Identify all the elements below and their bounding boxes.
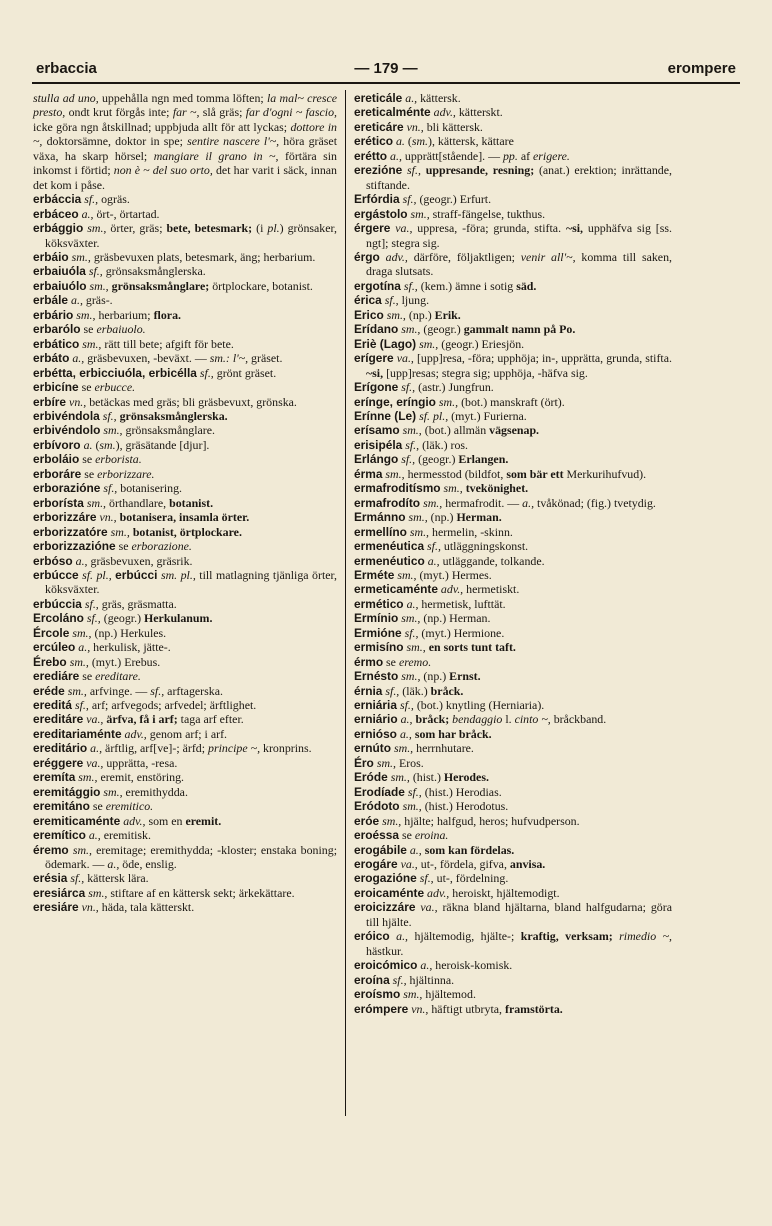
dictionary-entry: ergotína sf., (kem.) ämne i sotig säd. bbox=[354, 278, 537, 293]
dictionary-entry: Erico sm., (np.) Erik. bbox=[354, 307, 461, 322]
dictionary-entry: ermafroditísmo sm., tvekönighet. bbox=[354, 481, 529, 496]
dictionary-entry: Ércole sm., (np.) Herkules. bbox=[33, 625, 167, 640]
dictionary-entry: erbicíne se erbucce. bbox=[33, 380, 136, 395]
dictionary-entry: erbúccia sf., gräs, gräsmatta. bbox=[33, 596, 177, 611]
dictionary-entry: ereticále a., kättersk. bbox=[354, 91, 461, 105]
dictionary-entry: érica sf., ljung. bbox=[354, 293, 430, 308]
dictionary-entry: ercúleo a., herkulisk, jätte-. bbox=[33, 640, 171, 655]
dictionary-entry: erborizzazióne se erborazione. bbox=[33, 539, 192, 554]
dictionary-entry: ereditariaménte adv., genom arf; i arf. bbox=[33, 726, 228, 741]
dictionary-entry: eréggere va., upprätta, -resa. bbox=[33, 755, 178, 770]
dictionary-entry: Ermínio sm., (np.) Herman. bbox=[354, 611, 491, 626]
dictionary-entry: Erméte sm., (myt.) Hermes. bbox=[354, 567, 492, 582]
dictionary-entry: eresiáre vn., häda, tala kätterskt. bbox=[33, 900, 195, 915]
dictionary-entry: erbóso a., gräsbevuxen, gräsrik. bbox=[33, 553, 193, 568]
dictionary-entry: Erodíade sf., (hist.) Herodias. bbox=[354, 784, 502, 799]
dictionary-entry: eréde sm., arfvinge. — sf., arftagerska. bbox=[33, 683, 223, 698]
dictionary-entry: erésia sf., kättersk lära. bbox=[33, 871, 149, 886]
dictionary-entry: erígere va., [upp]resa, -föra; upphöja; in-, upprätta, grunda, stifta. ~si, [upp]resas; stegra sig; upphöja, -häfva sig. bbox=[354, 351, 672, 380]
dictionary-entry: erogáre va., ut-, fördela, gifva, anvisa. bbox=[354, 857, 546, 872]
dictionary-entry: ereditá sf., arf; arfvegods; arfvedel; ärftlighet. bbox=[33, 698, 257, 713]
dictionary-entry: Ermánno sm., (np.) Herman. bbox=[354, 510, 502, 525]
dictionary-entry: erético a. (sm.), kättersk, kättare bbox=[354, 134, 514, 149]
dictionary-entry: eróico a., hjältemodig, hjälte-; kraftig, verksam; rimedio ~, hästkur. bbox=[354, 929, 672, 958]
right-guide-word: erompere bbox=[667, 60, 736, 77]
dictionary-entry: erbivéndola sf., grönsaksmånglerska. bbox=[33, 408, 228, 423]
dictionary-entry: Érebo sm., (myt.) Erebus. bbox=[33, 654, 161, 669]
page-number: — 179 — bbox=[354, 60, 418, 77]
dictionary-entry: érnia sf., (läk.) bråck. bbox=[354, 683, 464, 698]
dictionary-entry: Erígone sf., (astr.) Jungfrun. bbox=[354, 380, 494, 395]
dictionary-entry: eroína sf., hjältinna. bbox=[354, 972, 455, 987]
dictionary-entry: erbáto a., gräsbevuxen, -beväxt. — sm.: l'~, gräset. bbox=[33, 351, 283, 366]
dictionary-entry: erborizzáre vn., botanisera, insamla örter. bbox=[33, 510, 250, 525]
dictionary-entry: erbággio sm., örter, gräs; bete, betesmark; (i pl.) grönsaker, köksväxter. bbox=[33, 221, 337, 250]
left-guide-word: erbaccia bbox=[36, 60, 97, 77]
dictionary-entry: erbaiuóla sf., grönsaksmånglerska. bbox=[33, 264, 206, 279]
dictionary-entry: erbáccia sf., ogräs. bbox=[33, 192, 130, 207]
dictionary-entry: ereditáre va., ärfva, få i arf; taga arf efter. bbox=[33, 712, 244, 727]
dictionary-entry: erisipéla sf., (läk.) ros. bbox=[354, 437, 469, 452]
dictionary-entry: ermenéutico a., utläggande, tolkande. bbox=[354, 553, 545, 568]
dictionary-entry: erboráre se erborizzare. bbox=[33, 466, 155, 481]
dictionary-entry: erbário sm., herbarium; flora. bbox=[33, 307, 181, 322]
dictionary-entry: eróe sm., hjälte; halfgud, heros; hufvudperson. bbox=[354, 813, 580, 828]
dictionary-entry: érmo se eremo. bbox=[354, 654, 432, 669]
dictionary-entry: stulla ad uno, uppehålla ngn med tomma löften; la mal~ cresce presto, ondt krut förgås inte; far ~, slå gräs; far d'ogni ~ fascio, icke göra ngn åtskillnad; uppbjuda allt för att lyckas; dottore in ~, doktorsämne, doktor in spe; sentire nascere l'~, höra gräset växa, ha skarp hörsel; mangiare il grano in ~, förtära sin inkomst i förtid; non è ~ del suo orto, det har varit i säck, innan det kom i påse. bbox=[33, 91, 338, 192]
dictionary-entry: Ermióne sf., (myt.) Hermione. bbox=[354, 625, 505, 640]
dictionary-entry: érma sm., hermesstod (bildfot, som bär ett Merkurihufvud). bbox=[354, 466, 647, 481]
dictionary-entry: erínge, eríngio sm., (bot.) manskraft (ört). bbox=[354, 394, 565, 409]
dictionary-entry: erogábile a., som kan fördelas. bbox=[354, 842, 515, 857]
dictionary-entry: erborísta sm., örthandlare, botanist. bbox=[33, 495, 214, 510]
dictionary-entry: ermético a., hermetisk, lufttät. bbox=[354, 596, 506, 611]
dictionary-entry: eremitággio sm., eremithydda. bbox=[33, 784, 188, 799]
dictionary-entry: eroéssa se eroina. bbox=[354, 828, 449, 843]
dictionary-entry: erogazióne sf., ut-, fördelning. bbox=[354, 871, 509, 886]
dictionary-entry: erbále a., gräs-. bbox=[33, 293, 113, 308]
dictionary-entry: Erídano sm., (geogr.) gammalt namn på Po. bbox=[354, 322, 576, 337]
dictionary-entry: erediáre se ereditare. bbox=[33, 669, 141, 684]
dictionary-entry: erómpere vn., häftigt utbryta, framstörta. bbox=[354, 1001, 563, 1016]
right-column bbox=[354, 91, 672, 1016]
dictionary-entry: ereditário a., ärftlig, arf[ve]-; ärfd; principe ~, kronprins. bbox=[33, 741, 312, 756]
column-divider bbox=[345, 90, 346, 1116]
dictionary-entry: ermeticaménte adv., hermetiskt. bbox=[354, 582, 520, 597]
dictionary-entry: eroicómico a., heroisk-komisk. bbox=[354, 958, 513, 973]
dictionary-entry: eremítico a., eremitisk. bbox=[33, 828, 151, 843]
dictionary-entry: erbaiuólo sm., grönsaksmånglare; örtplockare, botanist. bbox=[33, 278, 313, 293]
dictionary-entry: ernióso a., som har bråck. bbox=[354, 726, 492, 741]
dictionary-entry: eroísmo sm., hjältemod. bbox=[354, 987, 476, 1002]
left-column bbox=[33, 91, 337, 915]
dictionary-entry: erbático sm., rätt till bete; afgift för bete. bbox=[33, 336, 234, 351]
dictionary-entry: erbarólo se erbaiuolo. bbox=[33, 322, 146, 337]
dictionary-entry: ermafrodíto sm., hermafrodit. — a., tvåkönad; (fig.) tvetydig. bbox=[354, 495, 656, 510]
dictionary-entry: eroicizzáre va., räkna bland hjältarna, bland halfgudarna; göra till hjälte. bbox=[354, 900, 672, 929]
dictionary-entry: eremitáno se eremitico. bbox=[33, 799, 154, 814]
dictionary-entry: Eriè (Lago) sm., (geogr.) Eriesjön. bbox=[354, 336, 525, 351]
dictionary-entry: eresiárca sm., stiftare af en kättersk sekt; ärkekättare. bbox=[33, 885, 295, 900]
dictionary-entry: Ernésto sm., (np.) Ernst. bbox=[354, 669, 481, 684]
dictionary-entry: ereticáre vn., bli kättersk. bbox=[354, 119, 483, 134]
dictionary-entry: erboláio se erborista. bbox=[33, 452, 142, 467]
dictionary-entry: ernúto sm., herrnhutare. bbox=[354, 741, 474, 756]
dictionary-entry: erniária sf., (bot.) knytling (Herniaria). bbox=[354, 698, 545, 713]
dictionary-entry: erbétta, erbicciuóla, erbicélla sf., grönt gräset. bbox=[33, 365, 277, 380]
dictionary-entry: erbáceo a., ört-, örtartad. bbox=[33, 206, 160, 221]
dictionary-entry: Erlángo sf., (geogr.) Erlangen. bbox=[354, 452, 509, 467]
dictionary-entry: erniário a., bråck; bendaggio l. cinto ~, bråckband. bbox=[354, 712, 607, 727]
dictionary-entry: erborizzatóre sm., botanist, örtplockare. bbox=[33, 524, 242, 539]
dictionary-entry: ermenéutica sf., utläggningskonst. bbox=[354, 539, 529, 554]
dictionary-entry: Éro sm., Eros. bbox=[354, 755, 424, 770]
dictionary-entry: érgo adv., därföre, följaktligen; venir all'~, komma till saken, draga slutsats. bbox=[354, 249, 672, 279]
dictionary-entry: Ercoláno sf., (geogr.) Herkulanum. bbox=[33, 611, 213, 626]
dictionary-entry: erborazióne sf., botanisering. bbox=[33, 481, 183, 496]
dictionary-entry: érgere va., uppresa, -föra; grunda, stifta. ~si, upphäfva sig [ss. ngt]; stegra sig. bbox=[354, 221, 672, 250]
dictionary-entry: erbúcce sf. pl., erbúcci sm. pl., till matlagning tjänliga örter, köksväxter. bbox=[33, 567, 337, 597]
dictionary-entry: Erfórdia sf., (geogr.) Erfurt. bbox=[354, 192, 492, 207]
dictionary-entry: erbivéndolo sm., grönsaksmånglare. bbox=[33, 423, 216, 438]
dictionary-entry: eremiticaménte adv., som en eremit. bbox=[33, 813, 222, 828]
dictionary-entry: erísamo sm., (bot.) allmän vägsenap. bbox=[354, 423, 540, 438]
dictionary-entry: erétto a., upprätt[stående]. — pp. af erigere. bbox=[354, 148, 570, 163]
dictionary-entry: Eródoto sm., (hist.) Herodotus. bbox=[354, 799, 509, 814]
dictionary-entry: eroicaménte adv., heroiskt, hjältemodigt. bbox=[354, 885, 560, 900]
header-rule bbox=[32, 82, 740, 84]
dictionary-entry: Erínne (Le) sf. pl., (myt.) Furierna. bbox=[354, 408, 527, 423]
dictionary-entry: erezióne sf., uppresande, resning; (anat.) erektion; inrättande, stiftande. bbox=[354, 163, 672, 192]
dictionary-entry: erbíre vn., betäckas med gräs; bli gräsbevuxt, grönska. bbox=[33, 394, 297, 409]
dictionary-entry: éremo sm., eremitage; eremithydda; -kloster; enstaka boning; ödemark. — a., öde, enslig. bbox=[33, 842, 337, 872]
dictionary-entry: ereticalménte adv., kätterskt. bbox=[354, 105, 503, 120]
page-header bbox=[36, 60, 736, 82]
dictionary-entry: erbáio sm., gräsbevuxen plats, betesmark, äng; herbarium. bbox=[33, 249, 316, 264]
dictionary-entry: ermisíno sm., en sorts tunt taft. bbox=[354, 640, 516, 655]
dictionary-entry: erbívoro a. (sm.), gräsätande [djur]. bbox=[33, 437, 210, 452]
dictionary-entry: eremíta sm., eremit, enstöring. bbox=[33, 770, 184, 785]
dictionary-entry: Eróde sm., (hist.) Herodes. bbox=[354, 770, 489, 785]
dictionary-entry: ermellíno sm., hermelin, -skinn. bbox=[354, 524, 513, 539]
dictionary-entry: ergástolo sm., straff-fängelse, tukthus. bbox=[354, 206, 546, 221]
